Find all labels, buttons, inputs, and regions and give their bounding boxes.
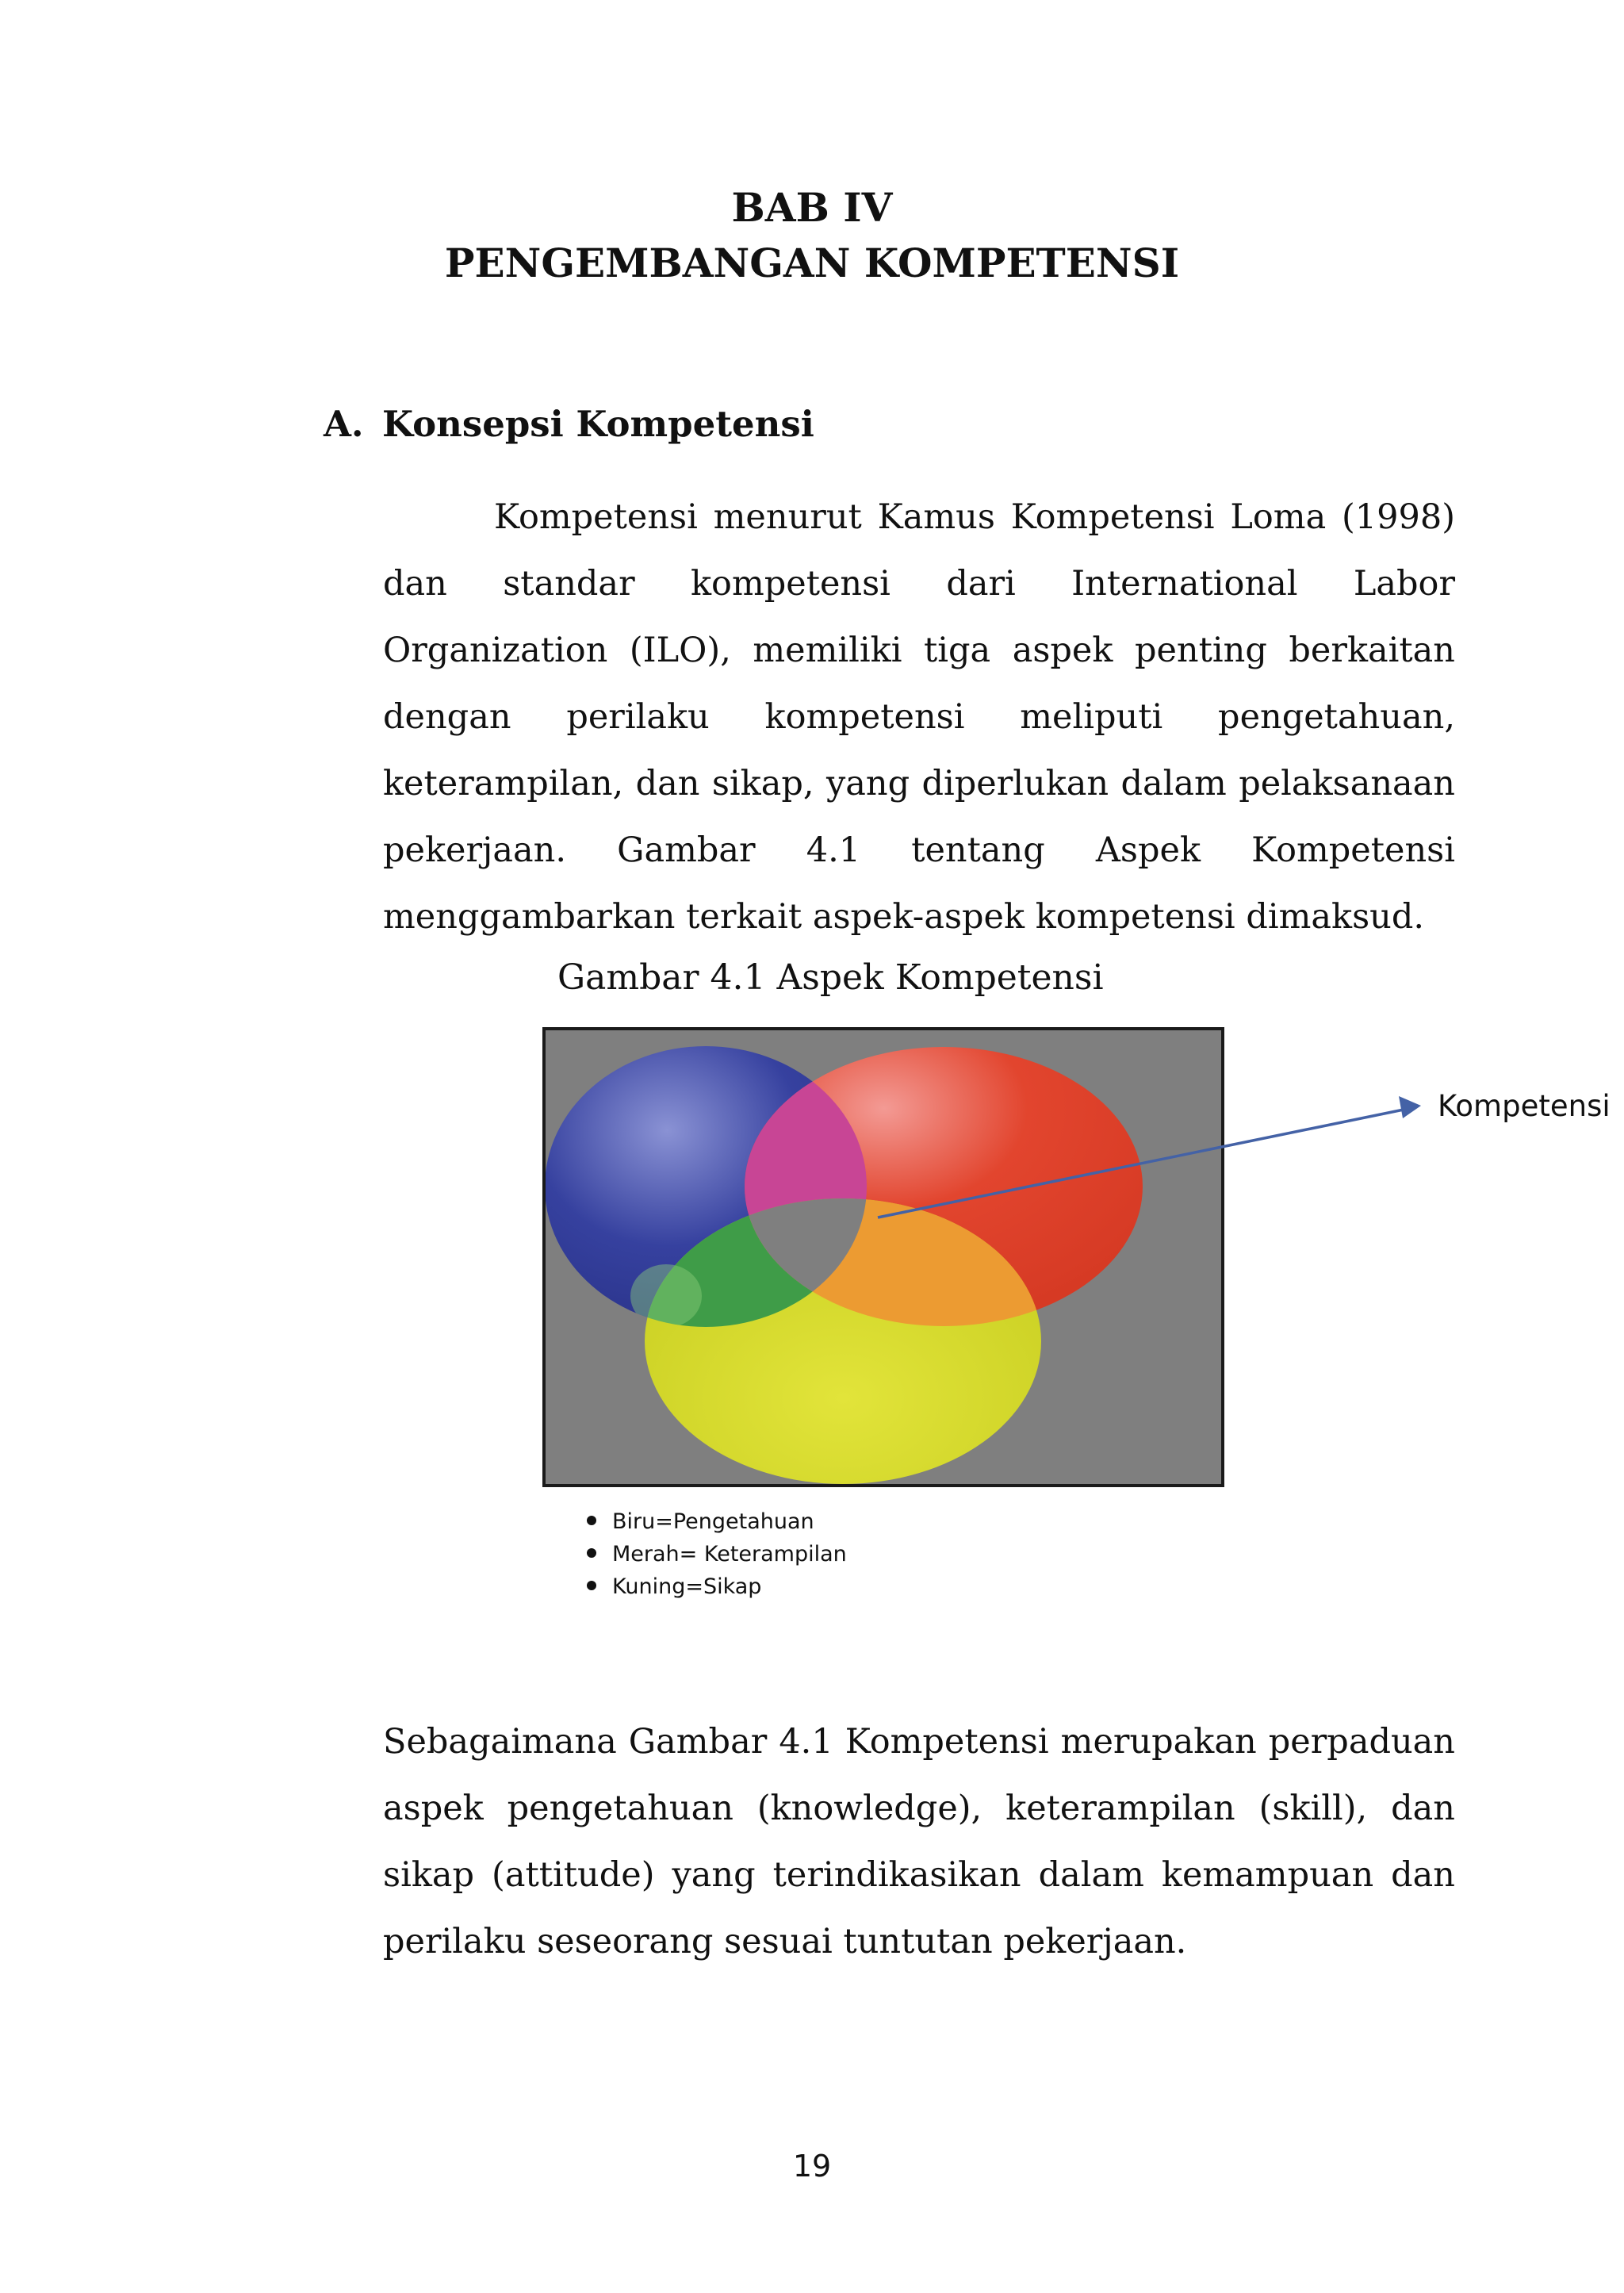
bullet-icon <box>587 1516 596 1525</box>
legend-item <box>587 1570 847 1603</box>
arrow-label: Kompetensi <box>1438 1089 1611 1123</box>
bullet-icon <box>587 1581 596 1590</box>
section-number: A. <box>324 403 364 445</box>
legend-label: Merah= Keterampilan <box>612 1542 847 1566</box>
section-title: Konsepsi Kompetensi <box>382 403 814 445</box>
paragraph-summary: Sebagaimana Gambar 4.1 Kompetensi merupakan perpaduan aspek pengetahuan (knowledge), keterampilan (skill), dan sikap (attitude) yang terindikasikan dalam kemampuan dan perilaku seseorang sesuai tuntutan pekerjaan. <box>383 1722 1455 1961</box>
page-number: 19 <box>792 2149 832 2184</box>
chapter-title: PENGEMBANGAN KOMPETENSI <box>444 240 1180 286</box>
legend-item <box>587 1505 847 1538</box>
arrow-head-icon <box>1399 1096 1421 1118</box>
legend-label: Biru=Pengetahuan <box>612 1509 814 1534</box>
figure-caption: Gambar 4.1 Aspek Kompetensi <box>557 957 1104 998</box>
figure-legend <box>587 1505 847 1603</box>
venn-diagram <box>546 1030 1221 1484</box>
bullet-icon <box>587 1548 596 1558</box>
chapter-number: BAB IV <box>731 184 893 231</box>
section-heading <box>324 401 814 448</box>
legend-label: Kuning=Sikap <box>612 1574 762 1599</box>
venn-figure <box>542 1027 1224 1487</box>
legend-item <box>587 1538 847 1570</box>
paragraph-intro: Kompetensi menurut Kamus Kompetensi Loma (1998) dan standar kompetensi dari International Labor Organization (ILO), memiliki tiga aspek penting berkaitan dengan perilaku kompetensi meliputi pengetahuan, keterampilan, dan sikap, yang diperlukan dalam pelaksanaan pekerjaan. Gambar 4.1 tentang Aspek Kompetensi menggambarkan terkait aspek-aspek kompetensi dimaksud. <box>383 497 1455 937</box>
